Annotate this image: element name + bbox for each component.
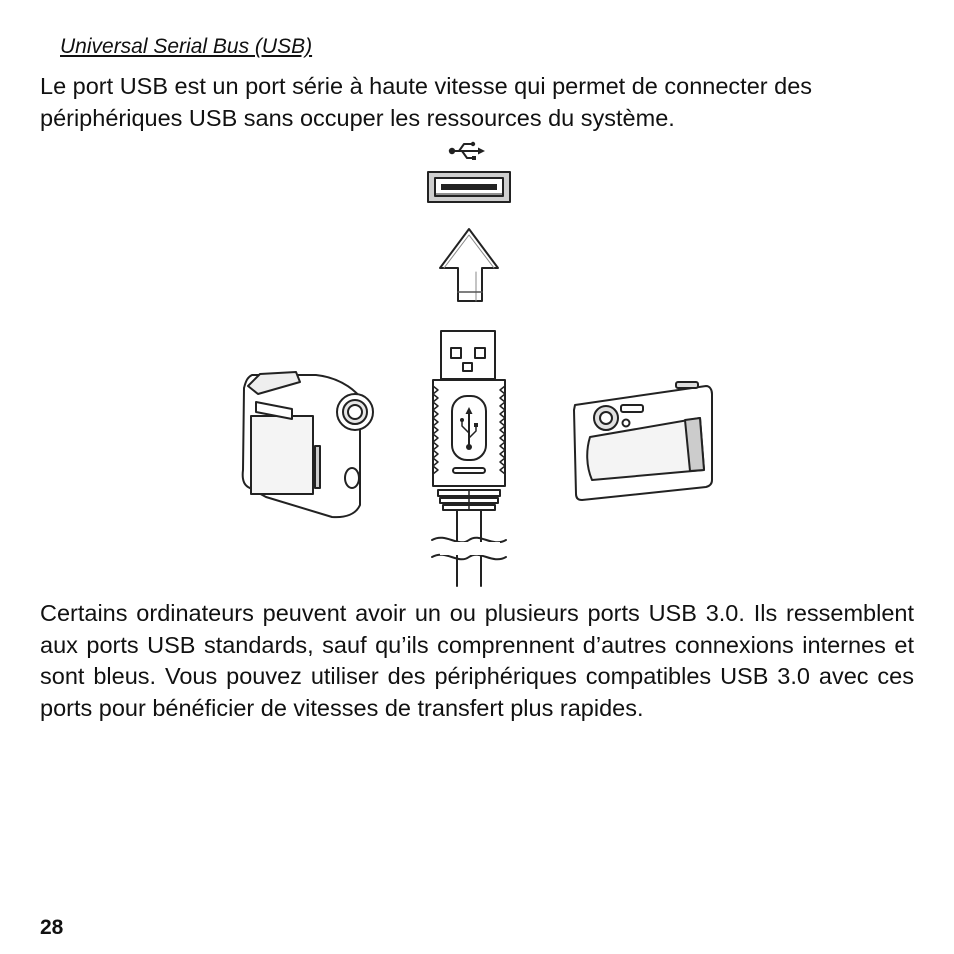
up-arrow-icon <box>440 229 498 301</box>
usb-symbol-icon <box>449 142 485 160</box>
digital-camera-icon <box>574 382 712 500</box>
usb-port-icon <box>428 172 510 202</box>
intro-paragraph: Le port USB est un port série à haute vitesse qui permet de connecter des périphériques USB sans occuper les ressources du système. <box>40 73 813 131</box>
usb3-paragraph: Certains ordinateurs peuvent avoir un ou plusieurs ports USB 3.0. Ils ressemblent aux ports USB standards, sauf qu’ils comprennent d’autres connexions internes et sont bleus. Vous pouvez utiliser des périphériques compatibles USB 3.0 avec ces ports pour bénéficier de vitesses de transfert plus rapides. <box>40 600 914 721</box>
usb-plug-icon <box>432 331 506 586</box>
camcorder-icon <box>243 372 373 517</box>
page-number: 28 <box>40 916 64 939</box>
section-heading: Universal Serial Bus (USB) <box>60 35 313 58</box>
